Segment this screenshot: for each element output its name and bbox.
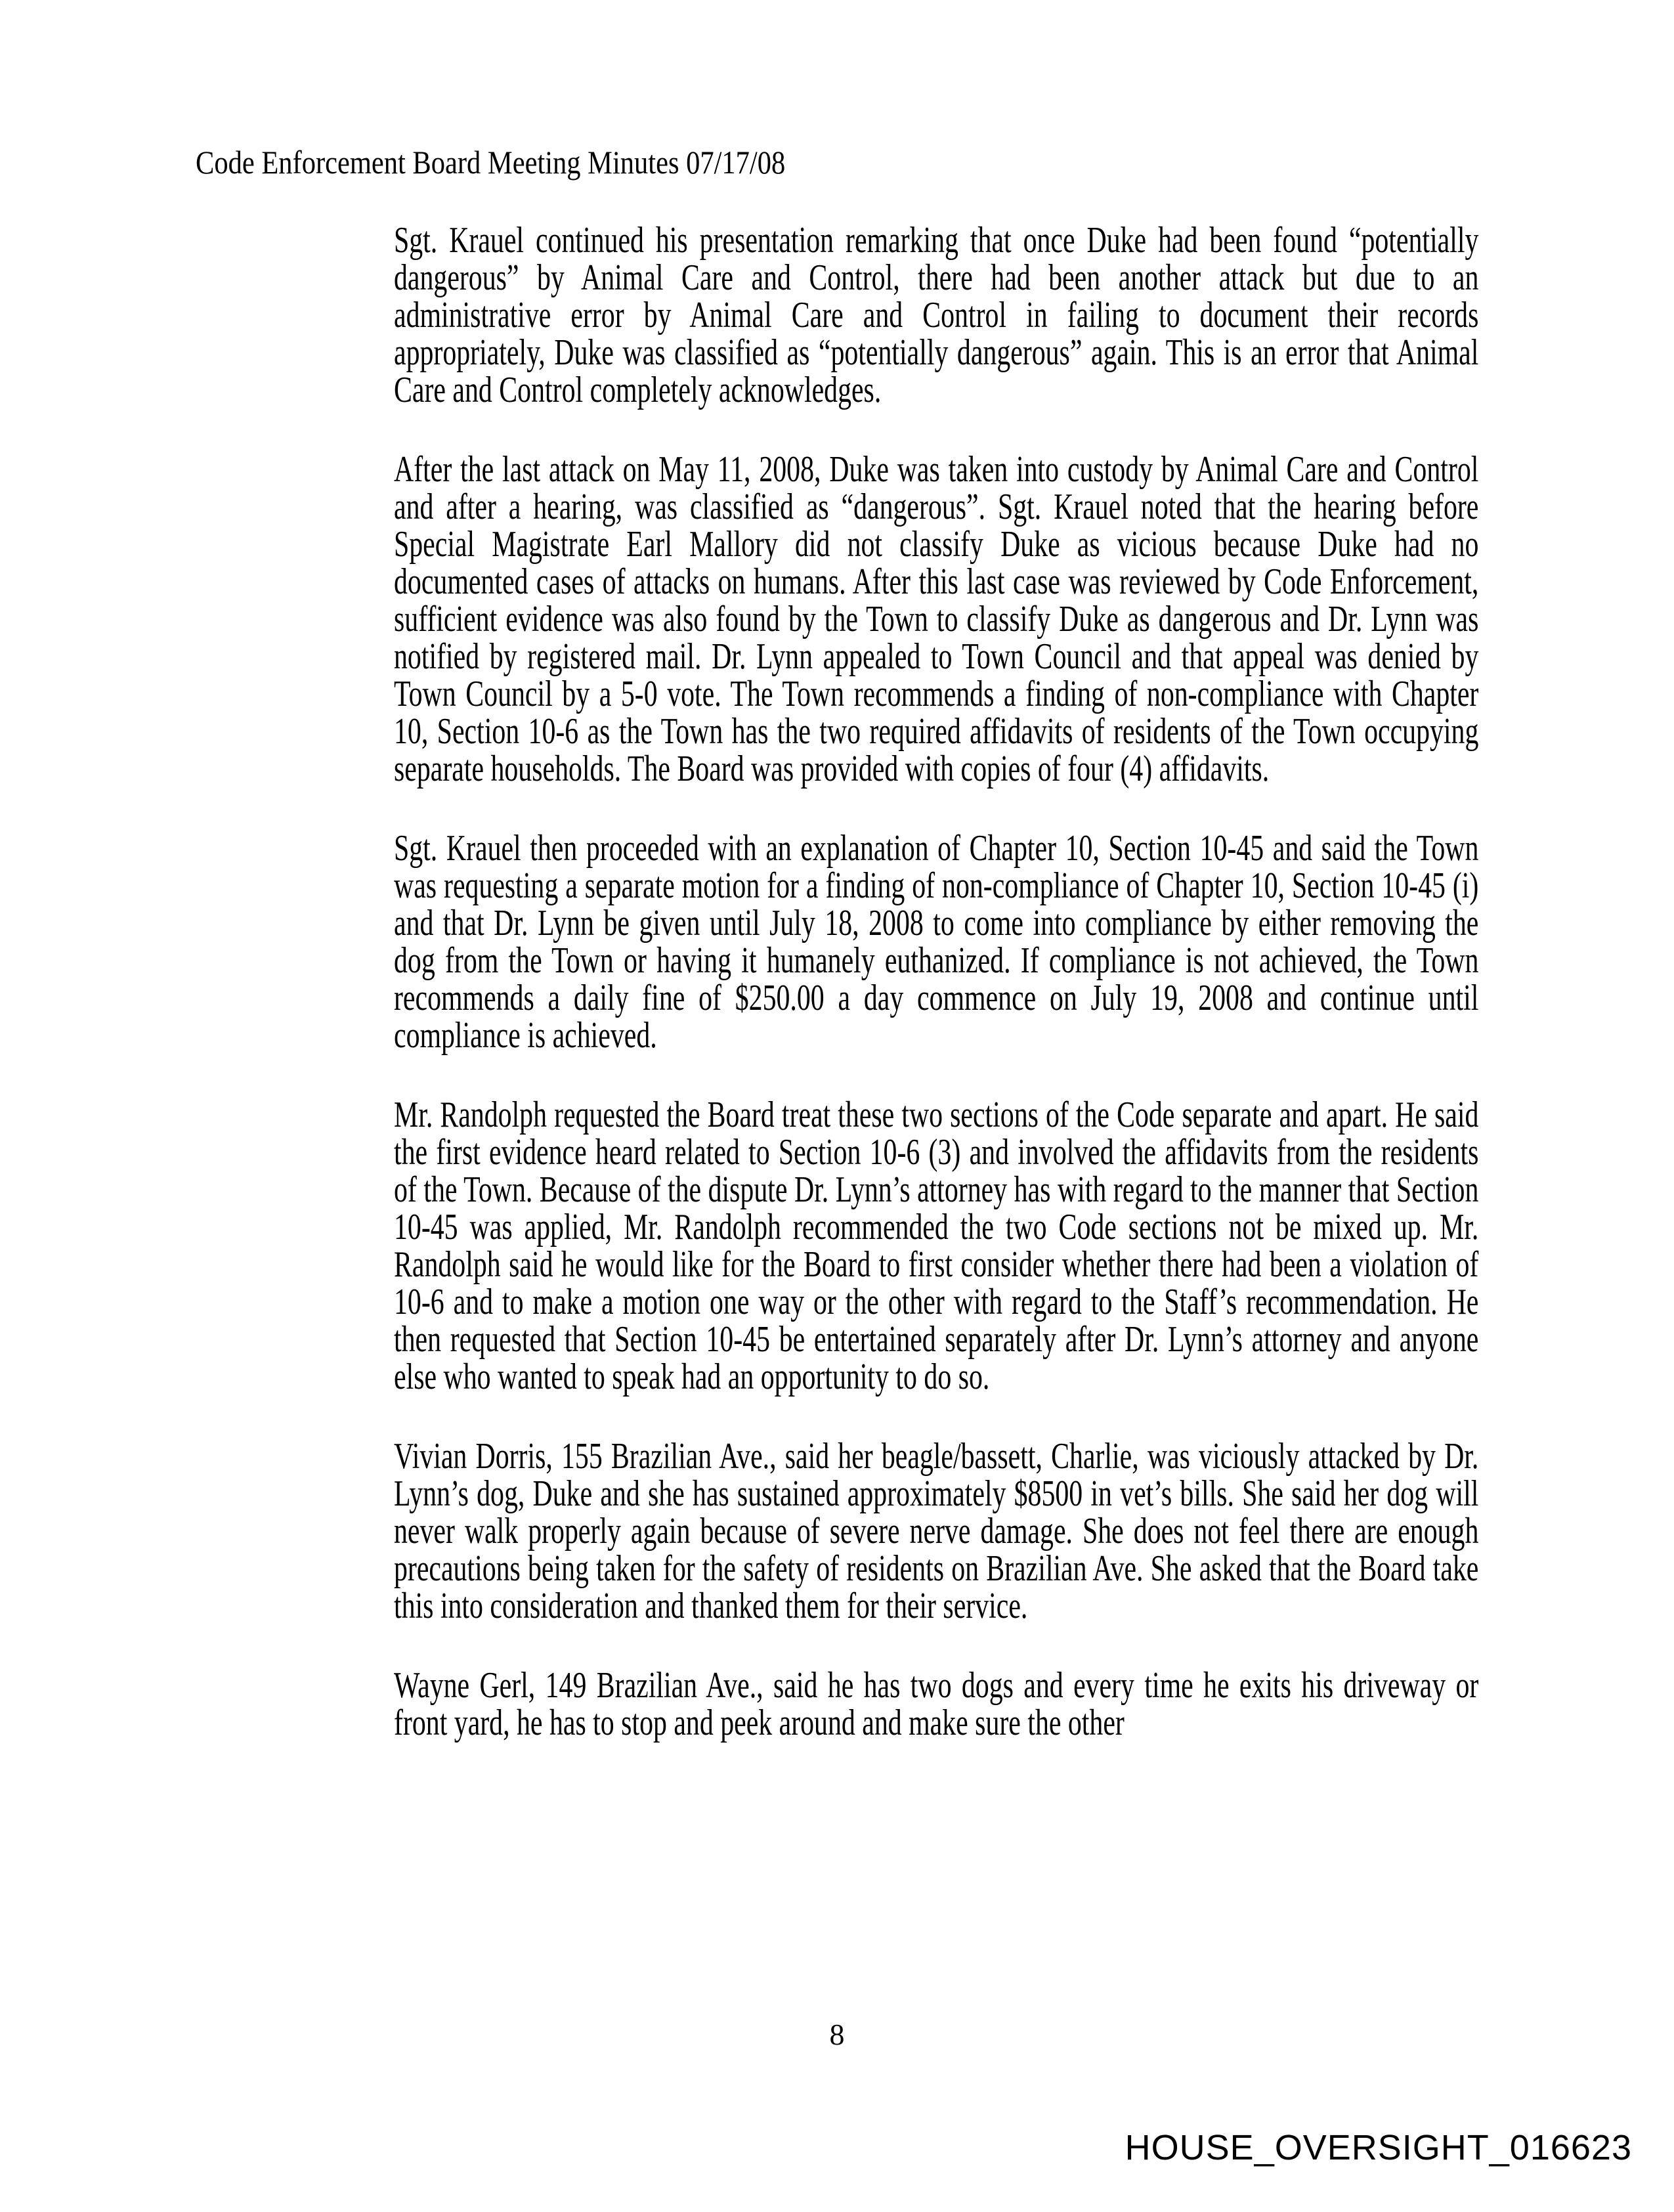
paragraph-last-attack-custody: After the last attack on May 11, 2008, Duke was taken into custody by Animal Care and Control and after a hearing, was classified as “dangerous”. Sgt. Krauel noted that the hearing before Special Magistrate Earl Mallory did not classify Duke as vicious because Duke had no documented cases of attacks on humans. After this last case was reviewed by Code Enforcement, sufficient evidence was also found by the Town to classify Duke as dangerous and Dr. Lynn was notified by registered mail. Dr. Lynn appealed to Town Council and that appeal was denied by Town Council by a 5-0 vote. The Town recommends a finding of non-compliance with Chapter 10, Section 10-6 as the Town has the two required affidavits of residents of the Town occupying separate households. The Board was provided with copies of four (4) affidavits.: [394, 449, 1479, 789]
paragraph-randolph-request: Mr. Randolph requested the Board treat these two sections of the Code separate and apart. He said the first evidence heard related to Section 10-6 (3) and involved the affidavits from the residents of the Town. Because of the dispute Dr. Lynn’s attorney has with regard to the manner that Section 10-45 was applied, Mr. Randolph recommended the two Code sections not be mixed up. Mr. Randolph said he would like for the Board to first consider whether there had been a violation of 10-6 and to make a motion one way or the other with regard to the Staff’s recommendation. He then requested that Section 10-45 be entertained separately after Dr. Lynn’s attorney and anyone else who wanted to speak had an opportunity to do so.: [394, 1095, 1479, 1397]
paragraph-wayne-gerl: Wayne Gerl, 149 Brazilian Ave., said he has two dogs and every time he exits his driveway or front yard, he has to stop and peek around and make sure the other: [394, 1665, 1479, 1743]
document-header: Code Enforcement Board Meeting Minutes 07/17/08: [196, 144, 786, 181]
paragraph-sgt-krauel-presentation: Sgt. Krauel continued his presentation remarking that once Duke had been found “potentially dangerous” by Animal Care and Control, there had been another attack but due to an administrative error by Animal Care and Control in failing to document their records appropriately, Duke was classified as “potentially dangerous” again. This is an error that Animal Care and Control completely acknowledges.: [394, 220, 1479, 410]
paragraph-section-10-45-explanation: Sgt. Krauel then proceeded with an explanation of Chapter 10, Section 10-45 and said the Town was requesting a separate motion for a finding of non-compliance of Chapter 10, Section 10-45 (i) and that Dr. Lynn be given until July 18, 2008 to come into compliance by either removing the dog from the Town or having it humanely euthanized. If compliance is not achieved, the Town recommends a daily fine of $250.00 a day commence on July 19, 2008 and continue until compliance is achieved.: [394, 828, 1479, 1056]
page-number: 8: [829, 2018, 845, 2051]
bates-stamp-number: HOUSE_OVERSIGHT_016623: [1125, 2128, 1632, 2167]
paragraph-vivian-dorris: Vivian Dorris, 155 Brazilian Ave., said her beagle/bassett, Charlie, was viciously attacked by Dr. Lynn’s dog, Duke and she has sustained approximately $8500 in vet’s bills. She said her dog will never walk properly again because of severe nerve damage. She does not feel there are enough precautions being taken for the safety of residents on Brazilian Ave. She asked that the Board take this into consideration and thanked them for their service.: [394, 1436, 1479, 1626]
document-body: [394, 222, 1478, 1784]
